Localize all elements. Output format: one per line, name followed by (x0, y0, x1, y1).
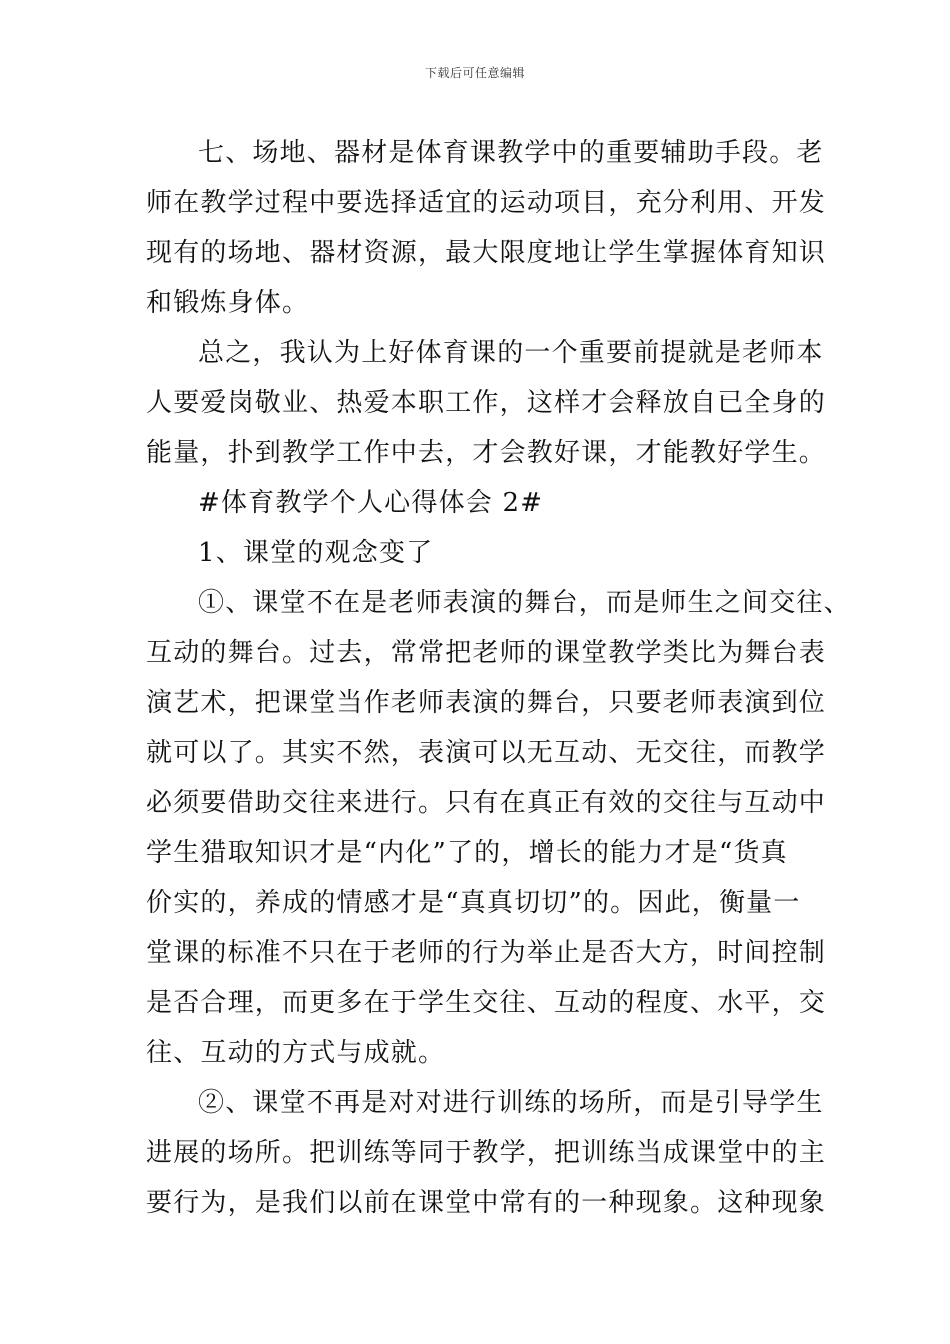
paragraph-point-2 (146, 1078, 827, 1228)
text-line: 进展的场所。把训练等同于教学，把训练当成课堂中的主 (146, 1138, 827, 1168)
text-line: 必须要借助交往来进行。只有在真正有效的交往与互动中 (146, 788, 827, 818)
text-line: 能量，扑到教学工作中去，才会教好课，才能教好学生。 (146, 438, 827, 468)
text-line: 总之，我认为上好体育课的一个重要前提就是老师本 (198, 338, 824, 368)
section-title: #体育教学个人心得体会 2# (198, 488, 544, 518)
text-line: 七、场地、器材是体育课教学中的重要辅助手段。老 (198, 138, 824, 168)
subsection-title: 1、课堂的观念变了 (198, 538, 434, 568)
paragraph-venue-equipment (146, 128, 827, 328)
subsection-heading (146, 528, 810, 578)
text-line: 堂课的标准不只在于老师的行为举止是否大方，时间控制 (146, 938, 827, 968)
text-line: 师在教学过程中要选择适宜的运动项目，充分利用、开发 (146, 188, 827, 218)
text-line: 人要爱岗敬业、热爱本职工作，这样才会释放自已全身的 (146, 388, 827, 418)
text-line: 现有的场地、器材资源，最大限度地让学生掌握体育知识 (146, 238, 827, 268)
text-line: 要行为，是我们以前在课堂中常有的一种现象。这种现象 (146, 1188, 827, 1218)
document-body (146, 128, 851, 1228)
text-line: 就可以了。其实不然，表演可以无互动、无交往，而教学 (146, 738, 827, 768)
page-header: 下载后可任意编辑 (424, 66, 525, 80)
text-line: 价实的，养成的情感才是“真真切切”的。因此，衡量一 (146, 888, 801, 918)
text-line: 和锻炼身体。 (146, 288, 310, 318)
text-line: 是否合理，而更多在于学生交往、互动的程度、水平，交 (146, 988, 827, 1018)
text-line: 演艺术，把课堂当作老师表演的舞台，只要老师表演到位 (146, 688, 827, 718)
paragraph-conclusion (146, 328, 827, 478)
text-line: ②、课堂不再是对对进行训练的场所，而是引导学生 (198, 1088, 824, 1118)
section-heading (146, 478, 810, 528)
text-line: 学生猎取知识才是“内化”了的，增长的能力才是“货真 (146, 838, 788, 868)
text-line: 互动的舞台。过去，常常把老师的课堂教学类比为舞台表 (146, 638, 827, 668)
text-line: ①、课堂不在是老师表演的舞台，而是师生之间交往、 (198, 588, 851, 618)
paragraph-point-1 (146, 578, 851, 1078)
text-line: 往、互动的方式与成就。 (146, 1038, 446, 1068)
